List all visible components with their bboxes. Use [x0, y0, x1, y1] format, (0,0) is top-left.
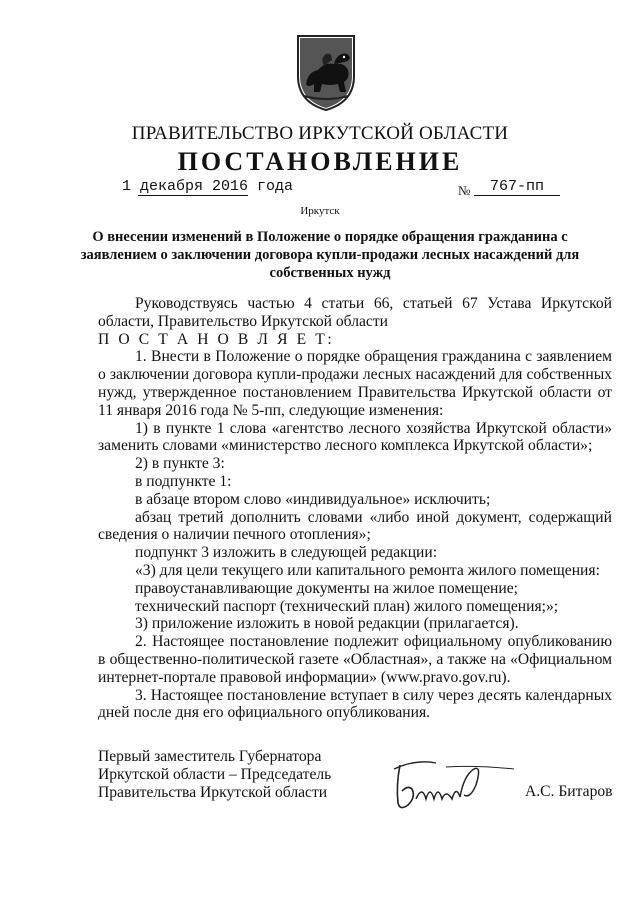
date-underline [138, 195, 248, 196]
paragraph-quote-item-1: правоустанавливающие документы на жилое помещение; [135, 579, 518, 597]
document-subject: О внесении изменений в Положение о порядке обращения гражданина с заявлением о заключении договора купли-продажи лесных насаждений для собственных нужд [80, 229, 580, 281]
paragraph-quote-item-2: технический паспорт (технический план) жилого помещения;»; [135, 597, 559, 615]
coat-of-arms-icon [294, 32, 358, 112]
paragraph-item-3: 3. Настоящее постановление вступает в силу через десять календарных дней после дня его официального опубликования. [98, 686, 612, 722]
handwritten-signature [386, 755, 516, 815]
paragraph-subitem-2: 2) в пункте 3: [135, 455, 225, 473]
paragraph-resolves: П О С Т А Н О В Л Я Е Т: [98, 330, 335, 348]
number-sign: № [458, 183, 471, 198]
paragraph-abzac-2: в абзаце втором слово «индивидуальное» исключить; [135, 490, 491, 508]
signatory-line-1: Первый заместитель Губернатора [98, 748, 322, 765]
paragraph-subpoint-1: в подпункте 1: [135, 472, 232, 490]
paragraph-subitem-1: 1) в пункте 1 слова «агентство лесного хозяйства Иркутской области» заменить словами «министерство лесного комплекса Иркутской области»; [98, 419, 612, 455]
paragraph-subpoint-3: подпункт 3 изложить в следующей редакции: [135, 544, 438, 562]
number-underline [474, 195, 560, 196]
document-number: 767-пп [489, 178, 544, 195]
paragraph-subitem-3: 3) приложение изложить в новой редакции (прилагается). [135, 615, 519, 633]
government-title: ПРАВИТЕЛЬСТВО ИРКУТСКОЙ ОБЛАСТИ [131, 123, 509, 144]
signatory-line-3: Правительства Иркутской области [98, 783, 328, 801]
paragraph-item-1: 1. Внести в Положение о порядке обращения гражданина с заявлением о заключении договора купли-продажи лесных насаждений для собственных нужд, утвержденное постановлением Правительства Иркутской области от 11 января 2016 года № 5-пп, следующие изменения: [98, 348, 612, 419]
city: Иркутск [300, 205, 340, 217]
signatory-name: А.С. Битаров [525, 783, 613, 800]
paragraph-quote-start: «3) для цели текущего или капитального ремонта жилого помещения: [135, 561, 600, 579]
document-type: ПОСТАНОВЛЕНИЕ [177, 147, 463, 176]
document-date: 1 декабря 2016 года [122, 178, 294, 195]
signatory-position [98, 748, 331, 801]
signatory-line-2: Иркутской области – Председатель [98, 765, 332, 783]
paragraph-preamble: Руководствуясь частью 4 статьи 66, статьей 67 Устава Иркутской области, Правительство Иркутской области [98, 295, 612, 330]
paragraph-abzac-3: абзац третий дополнить словами «либо иной документ, содержащий сведения о наличии печного отопления»; [98, 508, 612, 544]
paragraph-item-2: 2. Настоящее постановление подлежит официальному опубликованию в общественно-политической газете «Областная», а также на «Официальном интернет-портале правовой информации» (www.pravo.gov.ru). [98, 633, 612, 686]
document-body [98, 295, 612, 722]
